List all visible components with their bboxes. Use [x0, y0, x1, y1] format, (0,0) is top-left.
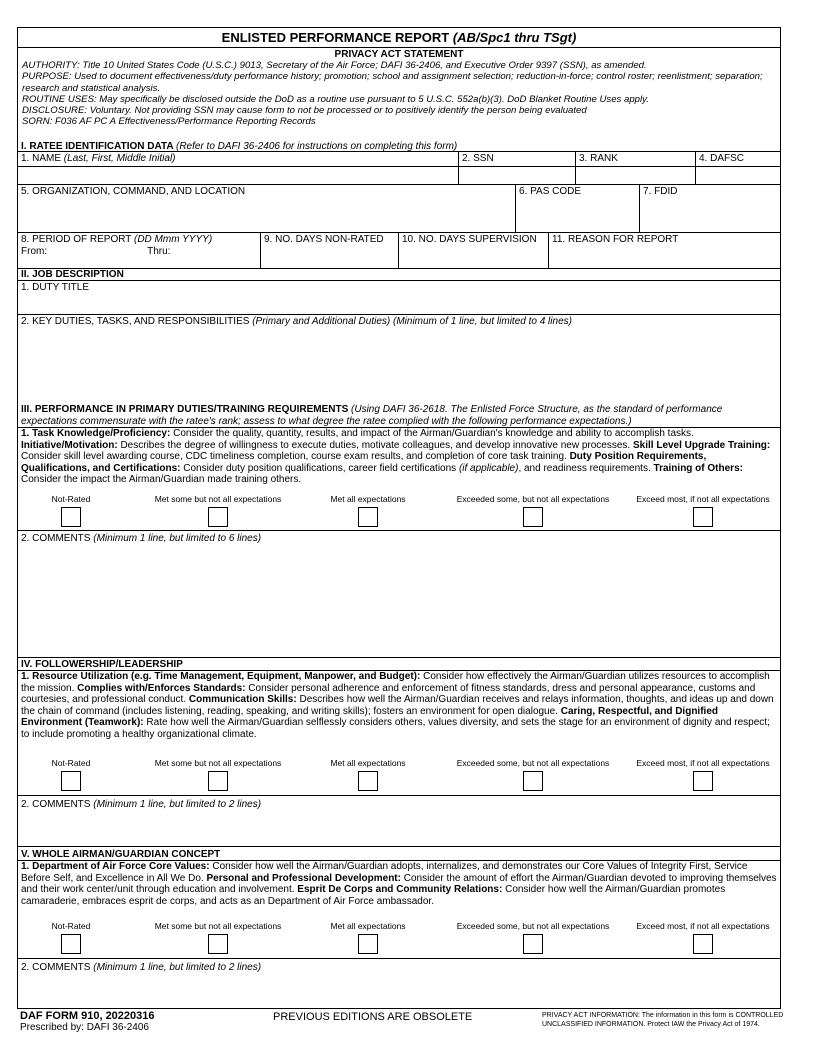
rating-label: Exceeded some, but not all expectations [456, 758, 610, 768]
criteria-duty-position-text: Consider duty position qualifications, career field certifications [180, 462, 459, 474]
section-4-title: IV. FOLLOWERSHIP/LEADERSHIP [21, 659, 183, 670]
rating-checkbox[interactable] [358, 771, 378, 791]
duty-title-field[interactable] [18, 281, 780, 315]
section-3-comments-cell [18, 531, 780, 657]
rating-label: Not-Rated [51, 758, 91, 768]
criteria-resource-utilization-text: Consider how effectively the Airman/Guardian utilizes resources to accomplish the mission. [21, 671, 770, 694]
section-3-comments-note: (Minimum 1 line, but limited to 6 lines) [93, 533, 262, 544]
rating-met-some [138, 921, 298, 954]
section-3-ratings [18, 494, 780, 531]
rank-field[interactable] [575, 152, 695, 184]
rating-exceeded-some [438, 758, 628, 791]
criteria-communication-text: Describes how well the Airman/Guardian receives and relays information, thoughts, and ideas up and down the chain of command (includes listening, reading, speaking, and writing skills); fosters an environment for open dialogue. [21, 694, 774, 717]
section-5-comments-note: (Minimum 1 line, but limited to 2 lines) [93, 962, 262, 973]
rating-checkbox[interactable] [208, 507, 228, 527]
nonrated-field[interactable] [260, 233, 398, 268]
privacy-purpose: PURPOSE: Used to document effectiveness/duty performance history; promotion; school and assignment selection; reduction-in-force; control roster; reenlistment; separation; research and statistical analysis. [22, 71, 763, 94]
rating-label: Met all expectations [330, 494, 406, 504]
rating-label: Met some but not all expectations [154, 758, 282, 768]
criteria-esprit-de-corps: Esprit De Corps and Community Relations: [297, 884, 503, 896]
section-5-title: V. WHOLE AIRMAN/GUARDIAN CONCEPT [21, 849, 221, 860]
criteria-skill-upgrade-text: Consider skill level awarding course, CDC timeliness completion, course exam results, and completion of core task training. [21, 451, 570, 463]
section-2-title: II. JOB DESCRIPTION [21, 269, 124, 280]
rating-checkbox[interactable] [693, 507, 713, 527]
form-title [18, 28, 780, 48]
rating-label: Met some but not all expectations [154, 494, 282, 504]
section-3-criteria [18, 428, 780, 531]
fdid-field[interactable] [639, 185, 780, 232]
dafsc-field[interactable] [695, 152, 780, 184]
ratee-row-2 [18, 185, 780, 233]
rating-label: Met all expectations [330, 758, 406, 768]
rating-label: Not-Rated [51, 494, 91, 504]
criteria-development: Personal and Professional Development: [206, 872, 401, 884]
ratee-row-3 [18, 233, 780, 269]
reason-field[interactable] [548, 233, 780, 268]
section-4-comments-label: 2. COMMENTS [21, 799, 91, 810]
key-duties-label: 2. KEY DUTIES, TASKS, AND RESPONSIBILITIES [21, 316, 250, 327]
rating-exceeded-some [438, 494, 628, 527]
section-4-comments-note: (Minimum 1 line, but limited to 2 lines) [93, 799, 262, 810]
section-4-comments-field[interactable] [18, 796, 780, 847]
section-5-paragraph [18, 861, 780, 907]
rating-checkbox[interactable] [693, 771, 713, 791]
section-3-title: III. PERFORMANCE IN PRIMARY DUTIES/TRAINING REQUIREMENTS [21, 404, 349, 415]
rating-not-rated [36, 494, 106, 527]
rating-met-all [308, 758, 428, 791]
criteria-duty-position-text-2: , and readiness requirements. [518, 462, 654, 474]
rating-met-some [138, 494, 298, 527]
rating-label: Exceed most, if not all expectations [636, 758, 770, 768]
section-5-heading [18, 849, 780, 861]
privacy-info-note: PRIVACY ACT INFORMATION: The information in this form is CONTROLLED UNCLASSIFIED INFORMATION. Protect IAW the Privacy Act of 1974. [542, 1012, 784, 1028]
form-title-text: ENLISTED PERFORMANCE REPORT [221, 30, 450, 45]
supervision-label: 10. NO. DAYS SUPERVISION [402, 234, 537, 245]
performance-report-form [17, 27, 781, 1009]
section-5-comments-cell [18, 959, 780, 1010]
section-5-criteria [18, 861, 780, 959]
name-label: 1. NAME [21, 153, 62, 164]
name-field[interactable] [18, 152, 458, 184]
section-4-criteria [18, 671, 780, 796]
duty-title-label: 1. DUTY TITLE [21, 282, 89, 293]
rating-exceeded-some [438, 921, 628, 954]
section-3-note: (Using DAFI 36-2618. The Enlisted Force Structure, as the standard of performance expectations commensurate with the ratee's rank; assess to what degree the ratee complied with the following performance expectations.) [21, 404, 723, 427]
rating-not-rated [36, 921, 106, 954]
nonrated-label: 9. NO. DAYS NON-RATED [264, 234, 384, 245]
section-5-comments-label: 2. COMMENTS [21, 962, 91, 973]
section-2-heading [18, 269, 780, 281]
form-title-range: (AB/Spc1 thru TSgt) [452, 30, 577, 45]
period-thru-label: Thru: [147, 246, 171, 257]
criteria-resource-utilization: 1. Resource Utilization (e.g. Time Management, Equipment, Manpower, and Budget): [21, 671, 421, 682]
privacy-disclosure: DISCLOSURE: Voluntary. Not providing SSN may cause form to not be processed or to positively identify the person being evaluated [22, 105, 587, 117]
criteria-communication: Communication Skills: [188, 694, 297, 706]
pas-code-label: 6. PAS CODE [519, 186, 582, 197]
criteria-standards-text: Consider personal adherence and enforcement of fitness standards, dress and personal appearance, customs and courtesies, and professional conduct. [21, 682, 756, 706]
rank-label: 3. RANK [579, 153, 618, 164]
rating-not-rated [36, 758, 106, 791]
privacy-sorn: SORN: F036 AF PC A Effectiveness/Performance Reporting Records [22, 116, 316, 128]
period-note: (DD Mmm YYYY) [134, 234, 213, 245]
dafsc-label: 4. DAFSC [699, 153, 745, 164]
rating-label: Exceed most, if not all expectations [636, 921, 770, 931]
section-3-heading [18, 402, 780, 428]
criteria-core-values: 1. Department of Air Force Core Values: [21, 861, 210, 872]
name-note: (Last, First, Middle Initial) [63, 153, 176, 164]
section-5-comments-field[interactable] [18, 959, 780, 1010]
rating-checkbox[interactable] [523, 934, 543, 954]
rating-checkbox[interactable] [523, 507, 543, 527]
criteria-task-knowledge-text: Consider the quality, quantity, results, and impact of the Airman/Guardian's knowledge and ability to accomplish tasks. [170, 428, 694, 439]
period-from-label: From: [21, 246, 48, 257]
section-1-title: I. RATEE IDENTIFICATION DATA [21, 141, 174, 152]
prescribed-by: Prescribed by: DAFI 36-2406 [20, 1022, 149, 1033]
criteria-duty-position: Duty Position Requirements, Qualifications, and Certifications: [21, 451, 707, 474]
rating-label: Not-Rated [51, 921, 91, 931]
criteria-standards: Complies with/Enforces Standards: [77, 682, 246, 694]
rating-exceed-most [628, 921, 778, 954]
rating-checkbox[interactable] [61, 771, 81, 791]
key-duties-note: (Primary and Additional Duties) (Minimum of 1 line, but limited to 4 lines) [252, 316, 572, 327]
section-1-note: (Refer to DAFI 36-2406 for instructions on completing this form) [176, 141, 458, 152]
rating-met-some [138, 758, 298, 791]
rating-checkbox[interactable] [61, 507, 81, 527]
section-4-ratings [18, 758, 780, 796]
privacy-routine-uses: ROUTINE USES: May specifically be disclosed outside the DoD as a routine use pursuant to 5 U.S.C. 552a(b)(3). DoD Blanket Routine Uses apply. [22, 93, 649, 105]
section-3-comments-label: 2. COMMENTS [21, 533, 91, 544]
privacy-authority: AUTHORITY: Title 10 United States Code (U.S.C.) 9013, Secretary of the Air Force; DAFI 36-2406, and Executive Order 9397 (SSN), as amended. [22, 60, 647, 72]
rating-exceed-most [628, 494, 778, 527]
organization-field[interactable] [18, 185, 515, 232]
duty-title-cell [18, 281, 780, 314]
section-3-paragraph [18, 428, 780, 486]
criteria-core-values-text: Consider how well the Airman/Guardian adopts, internalizes, and demonstrates our Core Values of Integrity First, Service Before Self, and Excellence in All We Do. [21, 861, 748, 884]
criteria-training-others-text: Consider the impact the Airman/Guardian made training others. [21, 474, 302, 486]
section-4-heading [18, 659, 780, 671]
criteria-training-others: Training of Others: [653, 462, 743, 474]
rating-checkbox[interactable] [358, 507, 378, 527]
period-field[interactable] [18, 233, 260, 268]
section-3-comments-field[interactable] [18, 531, 780, 658]
supervision-field[interactable] [398, 233, 548, 268]
rating-label: Exceeded some, but not all expectations [456, 494, 610, 504]
ssn-field[interactable] [458, 152, 575, 184]
rating-label: Met all expectations [330, 921, 406, 931]
rating-met-all [308, 494, 428, 527]
criteria-skill-upgrade: Skill Level Upgrade Training: [632, 439, 771, 451]
criteria-task-knowledge: 1. Task Knowledge/Proficiency: [21, 428, 171, 439]
section-5-ratings [18, 921, 780, 959]
pas-code-field[interactable] [515, 185, 639, 232]
criteria-caring-environment: Caring, Respectful, and Dignified Environment (Teamwork): [21, 705, 718, 729]
rating-label: Exceed most, if not all expectations [636, 494, 770, 504]
rating-label: Exceeded some, but not all expectations [456, 921, 610, 931]
rating-checkbox[interactable] [523, 771, 543, 791]
criteria-initiative-text: Describes the degree of willingness to execute duties, motivate colleagues, and develop innovative new processes. [117, 439, 633, 451]
rating-checkbox[interactable] [358, 934, 378, 954]
rating-checkbox[interactable] [208, 934, 228, 954]
ratee-row-1 [18, 152, 780, 185]
criteria-caring-environment-text: Rate how well the Airman/Guardian selflessly considers others, values diversity, and sets the stage for an environment of dignity and respect; to include promoting a healthy organizational climate. [21, 717, 770, 740]
rating-met-all [308, 921, 428, 954]
form-number: DAF FORM 910, 20220316 [20, 1010, 155, 1022]
section-4-paragraph [18, 671, 780, 741]
criteria-development-text: Consider the amount of effort the Airman/Guardian devoted to improving themselves and their work center/unit through education and involvement. [21, 872, 777, 896]
rating-checkbox[interactable] [208, 771, 228, 791]
rating-checkbox[interactable] [61, 934, 81, 954]
previous-editions-note: PREVIOUS EDITIONS ARE OBSOLETE [273, 1011, 473, 1023]
reason-label: 11. REASON FOR REPORT [552, 234, 679, 245]
ssn-label: 2. SSN [462, 153, 494, 164]
section-4-comments-cell [18, 796, 780, 846]
period-label: 8. PERIOD OF REPORT [21, 234, 132, 245]
rating-checkbox[interactable] [693, 934, 713, 954]
criteria-initiative: Initiative/Motivation: [21, 439, 118, 451]
rating-exceed-most [628, 758, 778, 791]
organization-label: 5. ORGANIZATION, COMMAND, AND LOCATION [21, 186, 246, 197]
fdid-label: 7. FDID [643, 186, 678, 197]
section-1-heading [18, 141, 780, 152]
rating-label: Met some but not all expectations [154, 921, 282, 931]
privacy-heading: PRIVACY ACT STATEMENT [334, 49, 464, 60]
criteria-if-applicable: (if applicable) [458, 462, 519, 474]
criteria-esprit-de-corps-text: Consider how well the Airman/Guardian promotes camaraderie, embraces esprit de corps, and acts as an Department of Air Force ambassador. [21, 884, 726, 907]
